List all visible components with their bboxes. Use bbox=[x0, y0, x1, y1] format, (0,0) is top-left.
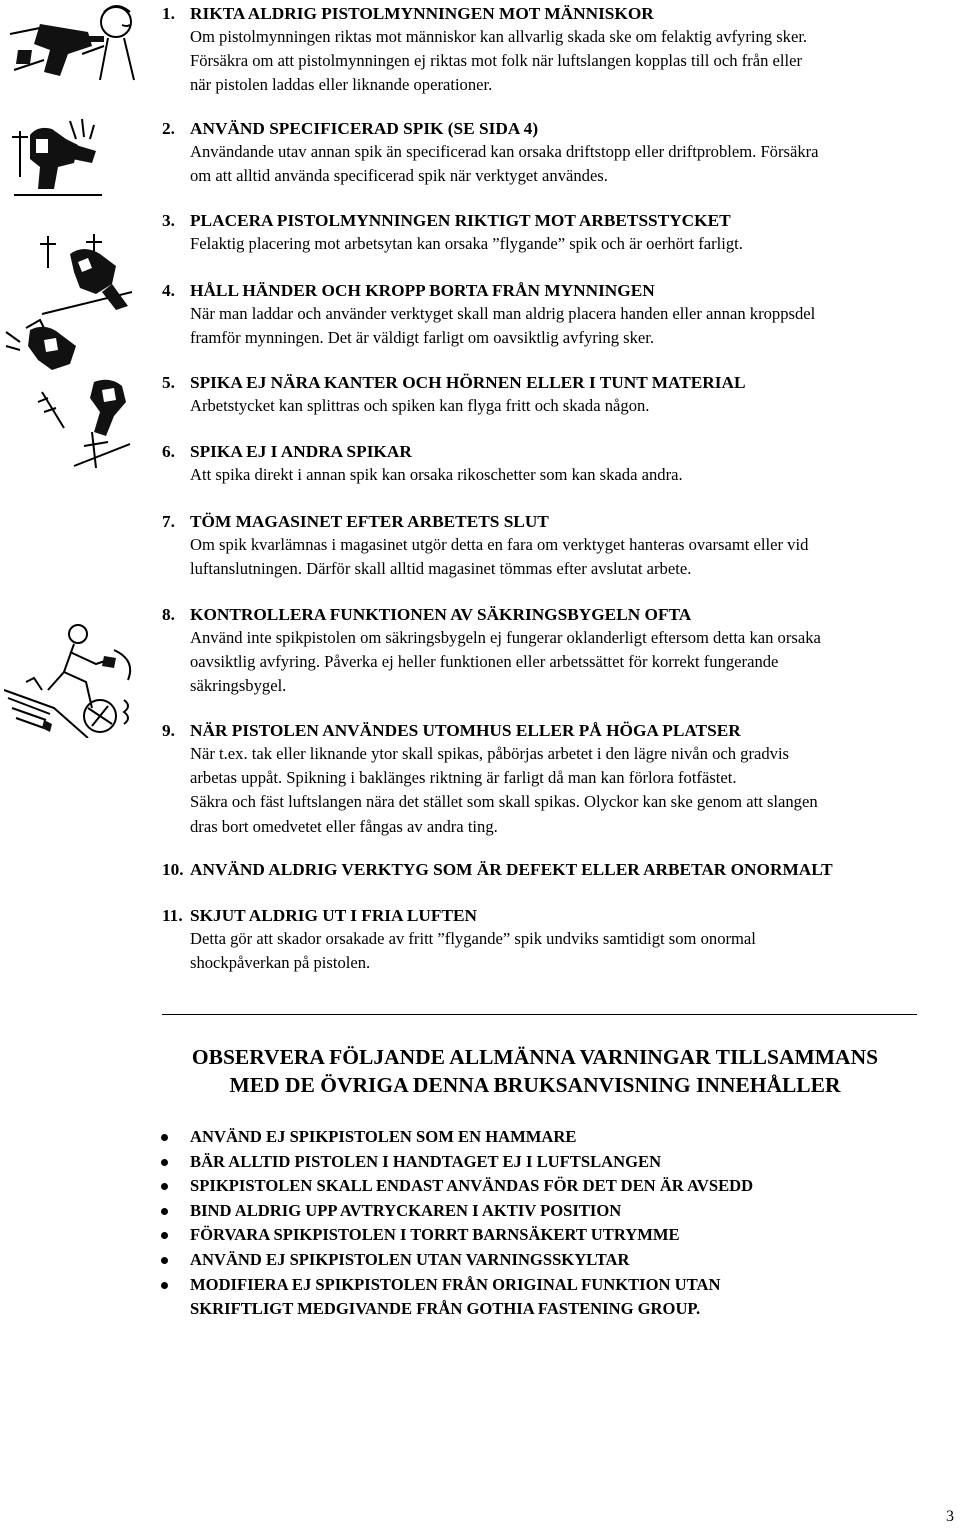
item-line: luftanslutningen. Därför skall alltid magasinet tömmas efter avslutat arbete. bbox=[190, 559, 692, 579]
list-item-text: FÖRVARA SPIKPISTOLEN I TORRT BARNSÄKERT UTRYMME bbox=[190, 1225, 680, 1245]
observe-heading bbox=[150, 1043, 920, 1099]
item-number: 3. bbox=[162, 211, 175, 230]
item-title: RIKTA ALDRIG PISTOLMYNNINGEN MOT MÄNNISKOR bbox=[190, 4, 654, 23]
safety-item bbox=[162, 210, 957, 256]
item-heading bbox=[162, 441, 957, 463]
bullet-icon bbox=[161, 1282, 168, 1289]
item-body bbox=[190, 533, 957, 581]
item-line: Användande utav annan spik än specificerad kan orsaka driftstopp eller driftproblem. Försäkra bbox=[190, 142, 819, 161]
item-number: 4. bbox=[162, 281, 175, 300]
observe-heading-line: MED DE ÖVRIGA DENNA BRUKSANVISNING INNEHÅLLER bbox=[229, 1073, 841, 1097]
page-number: 3 bbox=[946, 1508, 954, 1525]
item-heading bbox=[162, 859, 957, 881]
item-line: Om spik kvarlämnas i magasinet utgör detta en fara om verktyget hanteras ovarsamt eller vid bbox=[190, 535, 809, 554]
illustration-roof-worker bbox=[4, 620, 144, 738]
general-warnings-list bbox=[160, 1125, 940, 1322]
list-item-text: SKRIFTLIGT MEDGIVANDE FRÅN GOTHIA FASTENING GROUP. bbox=[190, 1299, 701, 1319]
item-line: Detta gör att skador orsakade av fritt ”flygande” spik undviks samtidigt som onormal bbox=[190, 929, 756, 948]
list-item bbox=[160, 1174, 940, 1199]
item-body bbox=[190, 394, 957, 418]
item-line: Arbetstycket kan splittras och spiken kan flyga fritt och skada någon. bbox=[190, 396, 650, 415]
item-body bbox=[190, 742, 957, 839]
item-title: SPIKA EJ I ANDRA SPIKAR bbox=[190, 442, 412, 461]
item-number: 8. bbox=[162, 605, 175, 624]
item-heading bbox=[162, 280, 957, 302]
illustration-specified-nails bbox=[8, 115, 108, 203]
section-divider bbox=[162, 1014, 917, 1015]
item-title: SKJUT ALDRIG UT I FRIA LUFTEN bbox=[190, 906, 477, 925]
item-line: oavsiktlig avfyring. Påverka ej heller funktionen eller arbetssättet för korrekt fungerande bbox=[190, 652, 779, 672]
item-line: När man laddar och använder verktyget skall man aldrig placera handen eller annan kroppsdel bbox=[190, 304, 816, 323]
bullet-icon bbox=[161, 1232, 168, 1239]
safety-item bbox=[162, 280, 957, 350]
bullet-icon bbox=[161, 1159, 168, 1166]
illustration-nailgun-pointed-at-person bbox=[4, 0, 154, 88]
item-number: 10. bbox=[162, 860, 184, 879]
item-title: NÄR PISTOLEN ANVÄNDES UTOMHUS ELLER PÅ HÖGA PLATSER bbox=[190, 721, 741, 740]
item-body bbox=[190, 302, 957, 350]
bullet-icon bbox=[161, 1208, 168, 1215]
item-heading bbox=[162, 905, 957, 927]
safety-item bbox=[162, 3, 957, 98]
safety-item bbox=[162, 720, 957, 839]
item-line: när pistolen laddas eller liknande operationer. bbox=[190, 75, 493, 95]
safety-item bbox=[162, 905, 957, 975]
item-line: Att spika direkt i annan spik kan orsaka rikoschetter som kan skada andra. bbox=[190, 465, 683, 484]
item-title: TÖM MAGASINET EFTER ARBETETS SLUT bbox=[190, 512, 549, 531]
bullet-icon bbox=[161, 1257, 168, 1264]
item-heading bbox=[162, 372, 957, 394]
item-body bbox=[190, 25, 957, 98]
item-line: säkringsbygel. bbox=[190, 676, 287, 696]
item-line: om att alltid använda specificerad spik när verktyget användes. bbox=[190, 166, 608, 186]
item-line: Försäkra om att pistolmynningen ej riktas mot folk när luftslangen kopplas till och från eller bbox=[190, 51, 802, 71]
item-heading bbox=[162, 118, 957, 140]
safety-item bbox=[162, 604, 957, 699]
item-line: framför mynningen. Det är väldigt farligt om oavsiktlig avfyring sker. bbox=[190, 328, 655, 348]
list-item-text: ANVÄND EJ SPIKPISTOLEN SOM EN HAMMARE bbox=[190, 1127, 577, 1146]
item-body bbox=[190, 140, 957, 188]
list-item bbox=[160, 1223, 940, 1248]
observe-heading-line: OBSERVERA FÖLJANDE ALLMÄNNA VARNINGAR TILLSAMMANS bbox=[191, 1045, 879, 1069]
item-body bbox=[190, 626, 957, 699]
item-line: shockpåverkan på pistolen. bbox=[190, 953, 371, 973]
list-item bbox=[160, 1248, 940, 1273]
item-title: SPIKA EJ NÄRA KANTER OCH HÖRNEN ELLER I TUNT MATERIAL bbox=[190, 373, 746, 392]
item-line: När t.ex. tak eller liknande ytor skall spikas, påbörjas arbetet i den lägre nivån och gradvis bbox=[190, 744, 790, 763]
illustration-gun-against-workpiece bbox=[36, 228, 136, 316]
item-heading bbox=[162, 604, 957, 626]
item-heading bbox=[162, 720, 957, 742]
item-body bbox=[190, 232, 957, 256]
item-line: Säkra och fäst luftslangen nära det stället som skall spikas. Olyckor kan ske genom att slangen bbox=[190, 792, 818, 812]
list-item-text: BÄR ALLTID PISTOLEN I HANDTAGET EJ I LUFTSLANGEN bbox=[190, 1151, 662, 1171]
item-title: ANVÄND SPECIFICERAD SPIK (SE SIDA 4) bbox=[190, 119, 539, 138]
item-heading bbox=[162, 511, 957, 533]
list-item bbox=[160, 1199, 940, 1224]
item-title: ANVÄND ALDRIG VERKTYG SOM ÄR DEFEKT ELLER ARBETAR ONORMALT bbox=[190, 860, 833, 879]
item-line: Använd inte spikpistolen om säkringsbygeln ej fungerar oklanderligt eftersom detta kan orsaka bbox=[190, 628, 821, 647]
item-number: 6. bbox=[162, 442, 175, 461]
list-item-text: MODIFIERA EJ SPIKPISTOLEN FRÅN ORIGINAL FUNKTION UTAN bbox=[190, 1274, 721, 1294]
item-line: Felaktig placering mot arbetsytan kan orsaka ”flygande” spik och är oerhört farligt. bbox=[190, 234, 743, 253]
item-title: PLACERA PISTOLMYNNINGEN RIKTIGT MOT ARBETSSTYCKET bbox=[190, 211, 731, 230]
item-line: arbetas uppåt. Spikning i baklänges riktning är farligt då man kan förlora fotfästet. bbox=[190, 768, 737, 788]
safety-item bbox=[162, 372, 957, 418]
item-heading bbox=[162, 3, 957, 25]
list-item bbox=[160, 1125, 940, 1150]
item-number: 7. bbox=[162, 512, 175, 531]
item-title: HÅLL HÄNDER OCH KROPP BORTA FRÅN MYNNINGEN bbox=[190, 281, 655, 300]
item-number: 2. bbox=[162, 119, 175, 138]
illustration-flying-nail bbox=[34, 372, 134, 472]
list-item-text: BIND ALDRIG UPP AVTRYCKAREN I AKTIV POSITION bbox=[190, 1200, 622, 1220]
item-heading bbox=[162, 210, 957, 232]
item-line: dras bort omedvetet eller fångas av andra ting. bbox=[190, 816, 498, 836]
item-body bbox=[190, 463, 957, 487]
bullet-icon bbox=[161, 1134, 168, 1141]
item-body bbox=[190, 927, 957, 975]
item-line: Om pistolmynningen riktas mot människor kan allvarlig skada ske om felaktig avfyring sker. bbox=[190, 27, 808, 46]
list-item bbox=[160, 1150, 940, 1175]
safety-item bbox=[162, 118, 957, 188]
item-number: 9. bbox=[162, 721, 175, 740]
item-title: KONTROLLERA FUNKTIONEN AV SÄKRINGSBYGELN OFTA bbox=[190, 605, 692, 624]
safety-item bbox=[162, 441, 957, 487]
item-number: 11. bbox=[162, 906, 183, 925]
item-number: 5. bbox=[162, 373, 175, 392]
list-item-text: SPIKPISTOLEN SKALL ENDAST ANVÄNDAS FÖR DET DEN ÄR AVSEDD bbox=[190, 1176, 754, 1196]
list-item-text: ANVÄND EJ SPIKPISTOLEN UTAN VARNINGSSKYLTAR bbox=[190, 1249, 630, 1269]
item-number: 1. bbox=[162, 4, 175, 23]
safety-item bbox=[162, 859, 957, 881]
bullet-icon bbox=[161, 1183, 168, 1190]
list-item bbox=[160, 1273, 940, 1322]
safety-item bbox=[162, 511, 957, 581]
